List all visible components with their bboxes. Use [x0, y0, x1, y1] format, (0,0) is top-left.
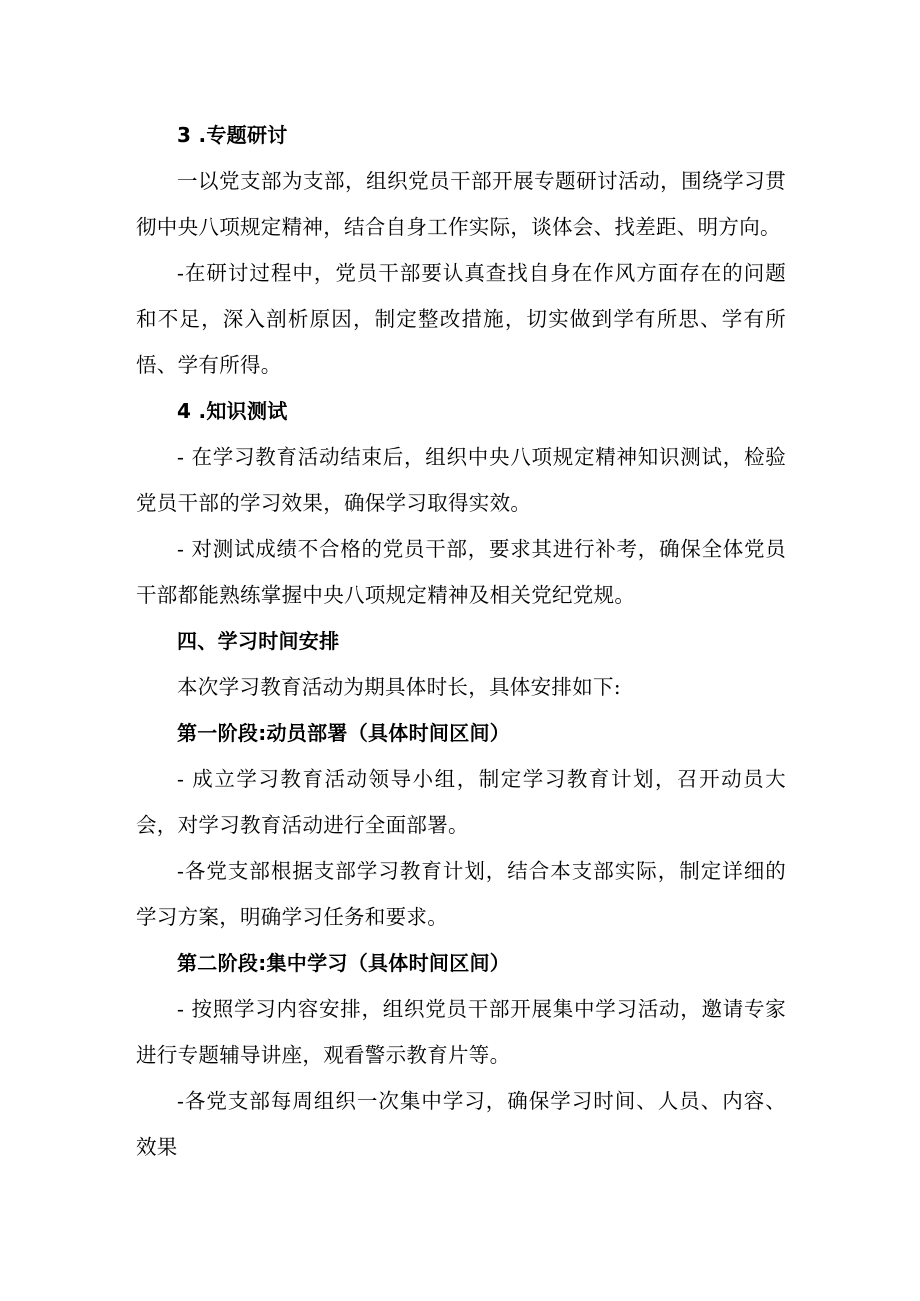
paragraph: 本次学习教育活动为期具体时长，具体安排如下: — [177, 675, 622, 699]
paragraph: -各党支部每周组织一次集中学习，确保学习时间、人员、内容、效果 — [136, 1089, 786, 1159]
paragraph: -在研讨过程中，党员干部要认真查找自身在作风方面存在的问题和不足，深入剖析原因，制定整改措施，切实做到学有所思、学有所悟、学有所得。 — [136, 261, 786, 377]
paragraph: - 按照学习内容安排，组织党员干部开展集中学习活动，邀请专家进行专题辅导讲座，观看警示教育片等。 — [136, 997, 786, 1067]
paragraph: -各党支部根据支部学习教育计划，结合本支部实际，制定详细的学习方案，明确学习任务和要求。 — [136, 859, 786, 929]
phase-heading-1: 第一阶段:动员部署（具体时间区间） — [177, 721, 511, 745]
section-heading-schedule: 四、学习时间安排 — [177, 629, 340, 653]
paragraph: - 成立学习教育活动领导小组，制定学习教育计划，召开动员大会，对学习教育活动进行全面部署。 — [136, 767, 786, 837]
document-body — [136, 112, 786, 1170]
paragraph: - 对测试成绩不合格的党员干部，要求其进行补考，确保全体党员干部都能熟练掌握中央八项规定精神及相关党纪党规。 — [136, 537, 786, 607]
section-heading-knowledge-test: 4 .知识测试 — [177, 399, 288, 423]
paragraph: - 在学习教育活动结束后，组织中央八项规定精神知识测试，检验党员干部的学习效果，确保学习取得实效。 — [136, 445, 786, 515]
section-heading-topic-discussion: 3 .专题研讨 — [177, 123, 288, 147]
phase-heading-2: 第二阶段:集中学习（具体时间区间） — [177, 951, 511, 975]
paragraph: 一以党支部为支部，组织党员干部开展专题研讨活动，围绕学习贯彻中央八项规定精神，结合自身工作实际，谈体会、找差距、明方向。 — [136, 169, 786, 239]
